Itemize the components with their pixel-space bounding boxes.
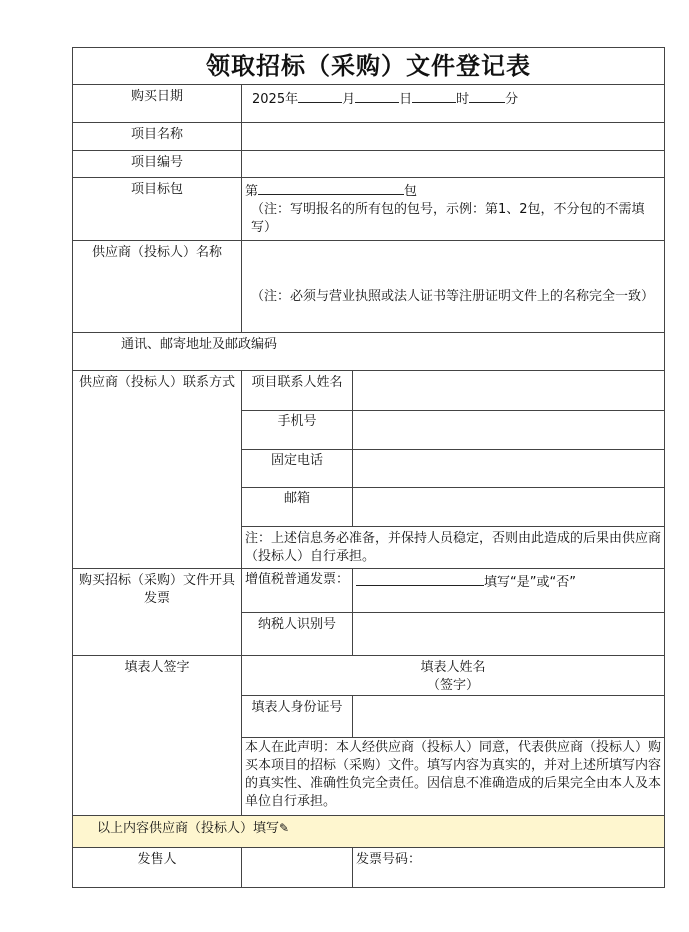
seller-field[interactable] — [242, 848, 353, 888]
signer-declaration: 本人在此声明：本人经供应商（投标人）同意，代表供应商（投标人）购买本项目的招标（采购）文件。填写内容为真实的，并对上述所填写内容的真实性、准确性负完全责任。因信息不准确造成的后果完全由本人及本单位自行承担。 — [242, 738, 665, 816]
project-package-label: 项目标包 — [73, 178, 242, 241]
form-title: 领取招标（采购）文件登记表 — [73, 48, 665, 85]
vat-choice-hint: 填写“是”或“否” — [484, 575, 576, 590]
contact-name-field[interactable] — [353, 371, 665, 411]
contact-label: 供应商（投标人）联系方式 — [73, 371, 242, 569]
project-name-label: 项目名称 — [73, 123, 242, 151]
date-day: 日 — [399, 92, 413, 107]
footer-note: 以上内容供应商（投标人）填写 — [97, 821, 280, 836]
package-number-blank[interactable] — [258, 180, 404, 195]
supplier-name-note: （注：必须与营业执照或法人证书等注册证明文件上的名称完全一致） — [251, 289, 655, 304]
package-suffix: 包 — [404, 184, 418, 199]
project-package-field[interactable] — [242, 178, 665, 241]
purchase-date-field[interactable] — [242, 85, 665, 123]
signer-sign-hint: （签字） — [427, 678, 480, 693]
landline-field[interactable] — [353, 450, 665, 488]
phone-label: 手机号 — [242, 411, 353, 450]
date-hour: 时 — [456, 92, 470, 107]
project-name-field[interactable] — [242, 123, 665, 151]
date-month: 月 — [342, 92, 356, 107]
date-month-blank[interactable] — [298, 88, 342, 103]
invoice-label: 购买招标（采购）文件开具发票 — [73, 569, 242, 656]
tax-id-field[interactable] — [353, 613, 665, 656]
supplier-name-label: 供应商（投标人）名称 — [73, 241, 242, 333]
signer-label: 填表人签字 — [73, 656, 242, 816]
date-year: 2025年 — [252, 92, 299, 107]
email-field[interactable] — [353, 488, 665, 527]
signer-id-field[interactable] — [353, 696, 665, 738]
contact-note: 注：上述信息务必准备，并保持人员稳定，否则由此造成的后果由供应商（投标人）自行承担。 — [242, 527, 665, 569]
date-day-blank[interactable] — [355, 88, 399, 103]
vat-invoice-field[interactable] — [353, 569, 665, 613]
signer-name-cell[interactable] — [242, 656, 665, 696]
signer-name-label: 填表人姓名 — [420, 660, 486, 675]
package-note: （注：写明报名的所有包的包号，示例：第1、2包，不分包的不需填写） — [251, 202, 645, 235]
footer-note-row — [73, 816, 665, 848]
date-minute: 分 — [505, 92, 519, 107]
purchase-date-label: 购买日期 — [73, 85, 242, 123]
contact-name-label: 项目联系人姓名 — [242, 371, 353, 411]
address-label: 通讯、邮寄地址及邮政编码 — [121, 337, 278, 352]
seller-label: 发售人 — [73, 848, 242, 888]
email-label: 邮箱 — [242, 488, 353, 527]
registration-form-table — [72, 47, 665, 888]
vat-choice-blank[interactable] — [356, 571, 484, 586]
package-prefix: 第 — [245, 184, 259, 199]
tax-id-label: 纳税人识别号 — [242, 613, 353, 656]
phone-field[interactable] — [353, 411, 665, 450]
project-number-label: 项目编号 — [73, 151, 242, 178]
signer-id-label: 填表人身份证号 — [242, 696, 353, 738]
vat-invoice-label: 增值税普通发票： — [242, 569, 353, 613]
invoice-number-field[interactable] — [353, 848, 665, 888]
project-number-field[interactable] — [242, 151, 665, 178]
date-hour-blank[interactable] — [412, 88, 456, 103]
pen-icon: ✎ — [279, 821, 290, 835]
address-field[interactable] — [73, 333, 665, 371]
date-minute-blank[interactable] — [469, 88, 505, 103]
landline-label: 固定电话 — [242, 450, 353, 488]
invoice-number-label: 发票号码： — [356, 852, 422, 867]
supplier-name-field[interactable] — [242, 241, 665, 333]
